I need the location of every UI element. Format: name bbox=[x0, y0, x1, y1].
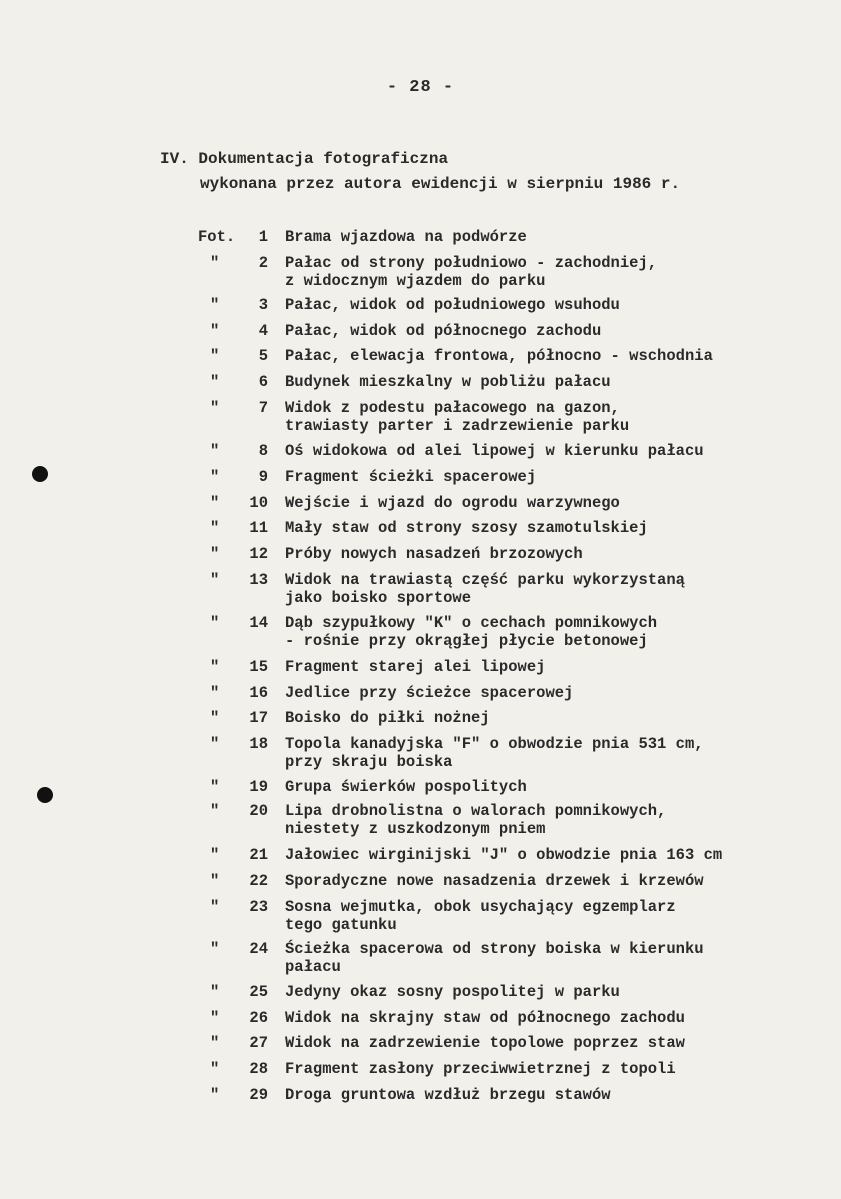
ditto-mark: " bbox=[210, 983, 220, 1001]
photo-description bbox=[285, 322, 785, 340]
photo-number: 22 bbox=[249, 872, 268, 890]
photo-description bbox=[285, 1086, 785, 1104]
description-line: z widocznym wjazdem do parku bbox=[285, 272, 546, 290]
photo-description bbox=[285, 898, 785, 934]
ditto-mark: " bbox=[210, 1034, 220, 1052]
description-line: Pałac, widok od północnego zachodu bbox=[285, 322, 602, 340]
photo-number: 29 bbox=[249, 1086, 268, 1104]
photo-description bbox=[285, 709, 785, 727]
description-line: Lipa drobnolistna o walorach pomnikowych, bbox=[285, 802, 667, 820]
description-line: Fragment starej alei lipowej bbox=[285, 658, 546, 676]
ditto-mark: " bbox=[210, 709, 220, 727]
ditto-mark: " bbox=[210, 778, 220, 796]
page-number: - 28 - bbox=[386, 78, 455, 97]
photo-description bbox=[285, 442, 785, 460]
photo-description bbox=[285, 1060, 785, 1078]
photo-number: 6 bbox=[258, 373, 268, 391]
photo-description bbox=[285, 296, 785, 314]
photo-description bbox=[285, 778, 785, 796]
photo-description bbox=[285, 983, 785, 1001]
photo-number: 18 bbox=[249, 735, 268, 753]
description-line: Sosna wejmutka, obok usychający egzemplarz bbox=[285, 898, 676, 916]
photo-number: 3 bbox=[258, 296, 268, 314]
photo-description bbox=[285, 399, 785, 435]
ditto-mark: " bbox=[210, 373, 220, 391]
description-line: Boisko do piłki nożnej bbox=[285, 709, 490, 727]
ditto-mark: " bbox=[210, 494, 220, 512]
photo-number: 11 bbox=[249, 519, 268, 537]
photo-description bbox=[285, 254, 785, 290]
description-line: Pałac, elewacja frontowa, północno - wschodnia bbox=[285, 347, 713, 365]
photo-number: 28 bbox=[249, 1060, 268, 1078]
section-subheading: wykonana przez autora ewidencji w sierpniu 1986 r. bbox=[200, 175, 681, 193]
ditto-mark: " bbox=[210, 442, 220, 460]
photo-description bbox=[285, 846, 785, 864]
photo-prefix-label: Fot. bbox=[198, 228, 236, 246]
photo-number: 20 bbox=[249, 802, 268, 820]
ditto-mark: " bbox=[210, 1086, 220, 1104]
description-line: niestety z uszkodzonym pniem bbox=[285, 820, 546, 838]
photo-description bbox=[285, 684, 785, 702]
ditto-mark: " bbox=[210, 940, 220, 958]
ditto-mark: " bbox=[210, 545, 220, 563]
photo-description bbox=[285, 373, 785, 391]
description-line: - rośnie przy okrągłej płycie betonowej bbox=[285, 632, 648, 650]
description-line: Sporadyczne nowe nasadzenia drzewek i krzewów bbox=[285, 872, 704, 890]
photo-description bbox=[285, 519, 785, 537]
ditto-mark: " bbox=[210, 658, 220, 676]
ditto-mark: " bbox=[210, 519, 220, 537]
description-line: Oś widokowa od alei lipowej w kierunku pałacu bbox=[285, 442, 704, 460]
description-line: Dąb szypułkowy "K" o cechach pomnikowych bbox=[285, 614, 658, 632]
photo-number: 2 bbox=[258, 254, 268, 272]
photo-description bbox=[285, 494, 785, 512]
description-line: pałacu bbox=[285, 958, 341, 976]
ditto-mark: " bbox=[210, 802, 220, 820]
ditto-mark: " bbox=[210, 399, 220, 417]
description-line: Wejście i wjazd do ogrodu warzywnego bbox=[285, 494, 620, 512]
photo-number: 13 bbox=[249, 571, 268, 589]
description-line: Topola kanadyjska "F" o obwodzie pnia 531 cm, bbox=[285, 735, 704, 753]
description-line: Jałowiec wirginijski "J" o obwodzie pnia 163 cm bbox=[285, 846, 723, 864]
description-line: Pałac, widok od południowego wsuhodu bbox=[285, 296, 620, 314]
description-line: Próby nowych nasadzeń brzozowych bbox=[285, 545, 583, 563]
ditto-mark: " bbox=[210, 468, 220, 486]
photo-number: 26 bbox=[249, 1009, 268, 1027]
description-line: Brama wjazdowa na podwórze bbox=[285, 228, 527, 246]
photo-number: 27 bbox=[249, 1034, 268, 1052]
ditto-mark: " bbox=[210, 735, 220, 753]
photo-description bbox=[285, 1034, 785, 1052]
photo-description bbox=[285, 1009, 785, 1027]
section-heading: IV. Dokumentacja fotograficzna bbox=[160, 150, 449, 168]
ditto-mark: " bbox=[210, 322, 220, 340]
photo-number: 24 bbox=[249, 940, 268, 958]
description-line: Ścieżka spacerowa od strony boiska w kierunku bbox=[285, 940, 704, 958]
description-line: przy skraju boiska bbox=[285, 753, 453, 771]
description-line: jako boisko sportowe bbox=[285, 589, 472, 607]
photo-number: 9 bbox=[258, 468, 268, 486]
photo-number: 17 bbox=[249, 709, 268, 727]
description-line: Widok na trawiastą część parku wykorzystaną bbox=[285, 571, 685, 589]
photo-description bbox=[285, 468, 785, 486]
description-line: Droga gruntowa wzdłuż brzegu stawów bbox=[285, 1086, 611, 1104]
ditto-mark: " bbox=[210, 898, 220, 916]
photo-number: 23 bbox=[249, 898, 268, 916]
photo-description bbox=[285, 872, 785, 890]
description-line: Widok z podestu pałacowego na gazon, bbox=[285, 399, 620, 417]
photo-description bbox=[285, 614, 785, 650]
ditto-mark: " bbox=[210, 846, 220, 864]
description-line: Jedlice przy ścieżce spacerowej bbox=[285, 684, 574, 702]
ditto-mark: " bbox=[210, 684, 220, 702]
photo-description bbox=[285, 940, 785, 976]
photo-number: 14 bbox=[249, 614, 268, 632]
ditto-mark: " bbox=[210, 254, 220, 272]
ditto-mark: " bbox=[210, 872, 220, 890]
photo-number: 8 bbox=[258, 442, 268, 460]
photo-number: 16 bbox=[249, 684, 268, 702]
description-line: Budynek mieszkalny w pobliżu pałacu bbox=[285, 373, 611, 391]
ditto-mark: " bbox=[210, 296, 220, 314]
description-line: Grupa świerków pospolitych bbox=[285, 778, 527, 796]
photo-description bbox=[285, 658, 785, 676]
photo-description bbox=[285, 228, 785, 246]
photo-description bbox=[285, 735, 785, 771]
punch-hole-mark bbox=[37, 787, 53, 803]
ditto-mark: " bbox=[210, 571, 220, 589]
photo-number: 19 bbox=[249, 778, 268, 796]
ditto-mark: " bbox=[210, 347, 220, 365]
ditto-mark: " bbox=[210, 1060, 220, 1078]
photo-number: 7 bbox=[258, 399, 268, 417]
photo-number: 12 bbox=[249, 545, 268, 563]
description-line: trawiasty parter i zadrzewienie parku bbox=[285, 417, 630, 435]
photo-description bbox=[285, 545, 785, 563]
description-line: Widok na skrajny staw od północnego zachodu bbox=[285, 1009, 685, 1027]
photo-number: 1 bbox=[258, 228, 268, 246]
photo-number: 4 bbox=[258, 322, 268, 340]
description-line: Jedyny okaz sosny pospolitej w parku bbox=[285, 983, 620, 1001]
description-line: Pałac od strony południowo - zachodniej, bbox=[285, 254, 658, 272]
description-line: Mały staw od strony szosy szamotulskiej bbox=[285, 519, 648, 537]
photo-description bbox=[285, 347, 785, 365]
photo-number: 5 bbox=[258, 347, 268, 365]
description-line: Fragment zasłony przeciwwietrznej z topoli bbox=[285, 1060, 676, 1078]
photo-number: 25 bbox=[249, 983, 268, 1001]
punch-hole-mark bbox=[32, 466, 48, 482]
description-line: tego gatunku bbox=[285, 916, 397, 934]
description-line: Widok na zadrzewienie topolowe poprzez staw bbox=[285, 1034, 685, 1052]
ditto-mark: " bbox=[210, 614, 220, 632]
photo-description bbox=[285, 802, 785, 838]
ditto-mark: " bbox=[210, 1009, 220, 1027]
description-line: Fragment ścieżki spacerowej bbox=[285, 468, 537, 486]
photo-number: 21 bbox=[249, 846, 268, 864]
photo-number: 15 bbox=[249, 658, 268, 676]
photo-description bbox=[285, 571, 785, 607]
photo-number: 10 bbox=[249, 494, 268, 512]
